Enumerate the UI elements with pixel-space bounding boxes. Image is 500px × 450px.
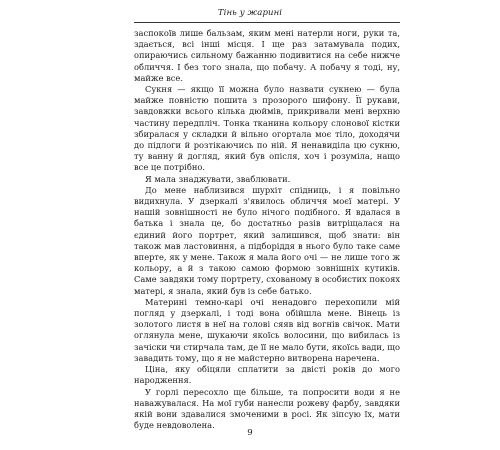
page-number: 9: [247, 428, 253, 438]
paragraph: Материні темно-карі очі ненадовго перехопили мій погляд у дзеркалі, і тоді вона обійшла мене. Вінець із золотого листя в неї на голові сяяв від вогнів свічок. Мати оглянула мене, шукаючи якоїсь волосини, що вибилась із зачіски чи стирчала там, де її не мало бути, якоїсь вади, що завадить тому, що я не майстерно витворена наречена.: [134, 296, 400, 363]
paragraph: Сукня — якщо її можна було назвати сукнею — була майже повністю пошита з прозорого шифону. Її рукави, завдовжки всього кілька дюймів, прикривали мені верхню частину передпліч. Тонка тканина кольору слонової кістки збиралася у складки й вільно огортала моє тіло, доходячи до підлоги й розтікаючись по ній. Я ненавиділа цю сукню, ту ванну й догляд, який був опісля, хоч і розуміла, нащо все це потрібно.: [134, 84, 400, 173]
header-divider: [134, 22, 400, 23]
body-text: [134, 28, 400, 431]
paragraph: заспокоїв лише бальзам, яким мені натерли ноги, руки та, здається, всі інші місця. І ще раз затамувала подих, опираючись сильному бажанню подивитися на себе нижче обличчя. І без того знала, що побачу. А побачу я тоді, ну, майже все.: [134, 28, 400, 83]
running-header: Тінь у жарині: [217, 8, 283, 18]
paragraph: Я мала знаджувати, зваблювати.: [145, 173, 291, 184]
paragraph: У горлі пересохло ще більше, та попросити води я не наважувалася. На мої губи нанесли рожеву фарбу, завдяки якій вони здавалися змоченими в росі. Як зіпсую їх, мати буде невдоволена.: [134, 386, 400, 431]
paragraph: Ціна, яку обіцяли сплатити за двісті років до мого народження.: [134, 364, 400, 386]
paragraph: До мене наблизився шурхіт спідниць, і я повільно видихнула. У дзеркалі з'явилось обличчя моєї матері. У нашій зовнішності не було нічого подібного. Я вдалася в батька і знала це, бо достатньо разів витріщалася на єдиний його портрет, який залишився, щоб знати: він також мав ластовиння, а підборіддя в нього було таке саме вперте, як у мене. Також я мала його очі — не лише того ж кольору, а й з такою самою формою зовнішніх кутиків. Саме завдяки тому портрету, схованому в особистих покоях матері, я знала, який був із себе батько.: [134, 184, 400, 296]
